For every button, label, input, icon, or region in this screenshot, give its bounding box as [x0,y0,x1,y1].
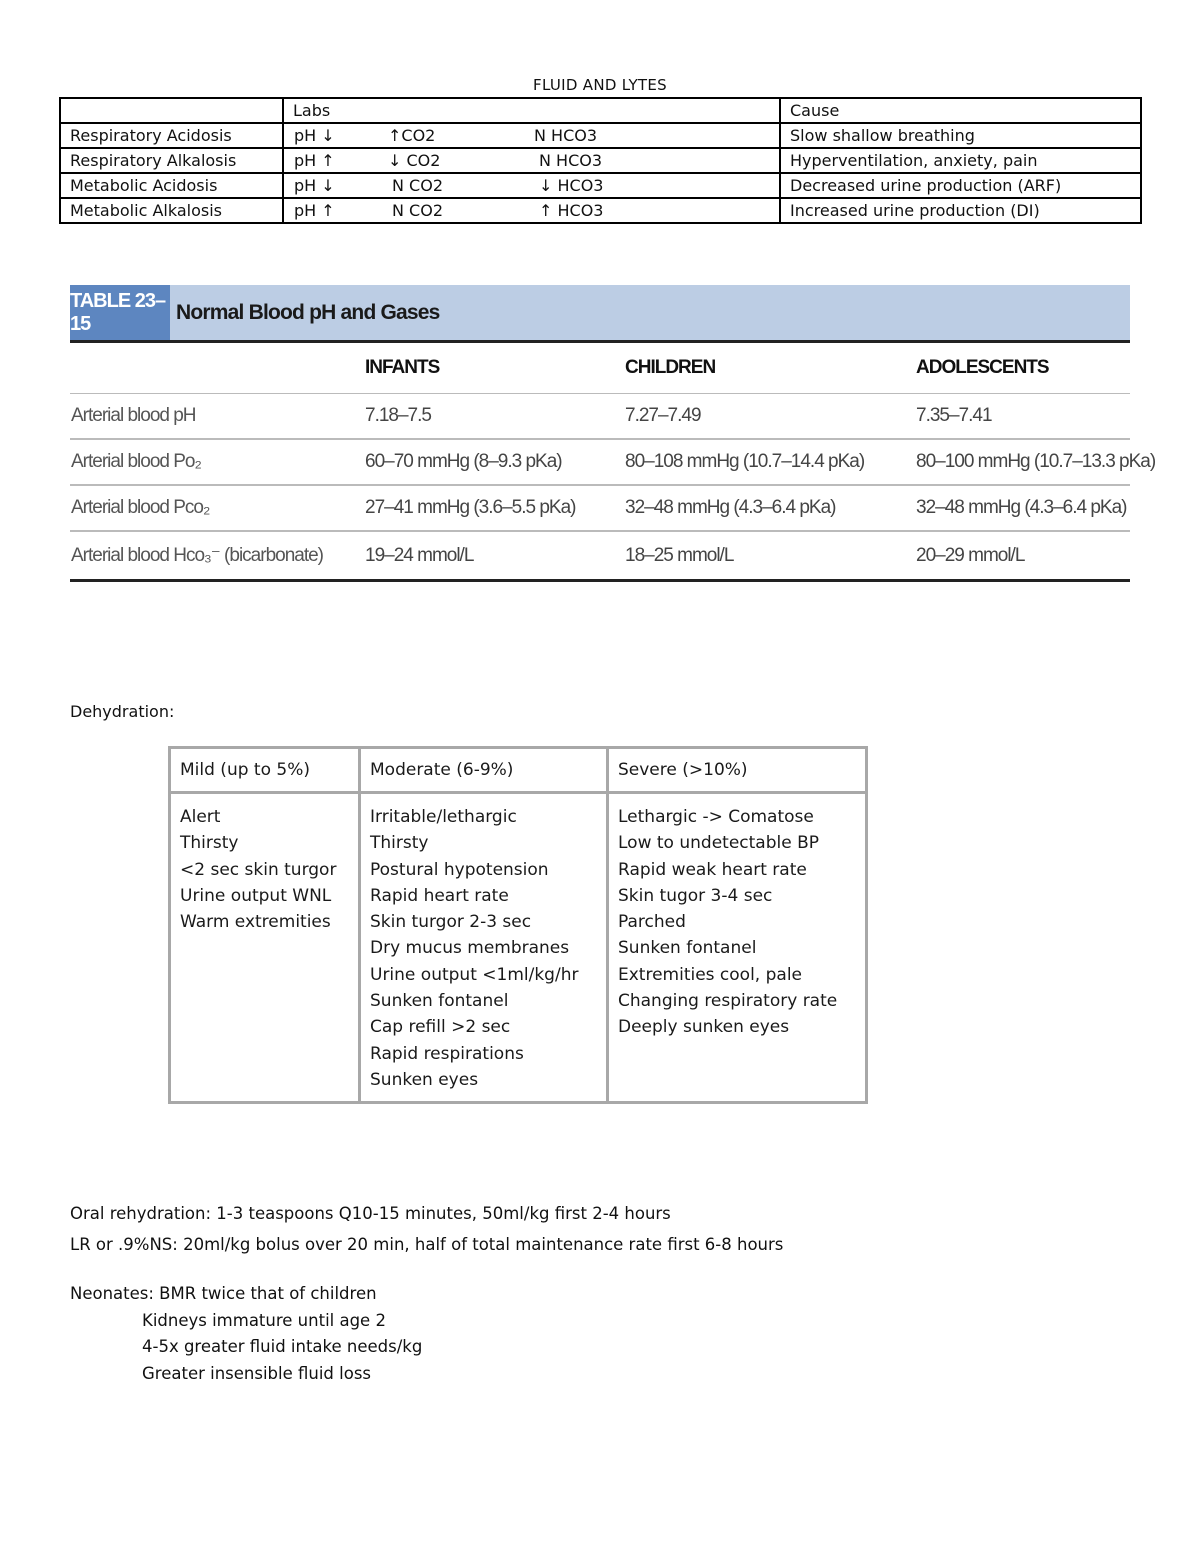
table-row [70,394,1130,440]
table-row [70,439,1130,485]
table-number: TABLE 23–15 [70,285,170,340]
list-item: Skin turgor 2-3 sec [370,912,532,933]
figure-title-band [70,285,1130,343]
list-item: Cap refill >2 sec [370,1017,511,1038]
neonates-item: Kidneys immature until age 2 [142,1311,386,1330]
blood-gases-figure [70,285,1156,582]
lab-hco3: ↓ HCO3 [539,176,604,195]
table-row [60,198,1141,223]
list-item: Extremities cool, pale [618,964,803,985]
condition-name: Metabolic Acidosis [60,173,283,198]
lab-co2: ↑CO2 [388,126,436,145]
table-title: Normal Blood pH and Gases [176,300,440,324]
row-label: Arterial blood pH [70,394,364,440]
column-header-children: CHILDREN [624,343,915,394]
children-value: 80–108 mmHg (10.7–14.4 pKa) [624,439,915,485]
children-value: 32–48 mmHg (4.3–6.4 pKa) [624,485,915,531]
list-item: Parched [618,912,686,933]
table-header-row [170,748,867,793]
labs-cell [283,148,780,173]
row-label: Arterial blood Pco₂ [70,485,364,531]
adolescents-value: 20–29 mmol/L [915,531,1130,581]
list-item: Sunken fontanel [370,991,509,1012]
list-item: Low to undetectable BP [618,833,819,854]
lab-hco3: N HCO3 [539,151,603,170]
list-item: Lethargic -> Comatose [618,807,814,827]
condition-name: Metabolic Alkalosis [60,198,283,223]
severe-signs [608,793,867,1103]
column-header-infants: INFANTS [364,343,624,394]
table-header-row [60,98,1141,123]
table-row [170,793,867,1103]
table-row [60,148,1141,173]
list-item: Warm extremities [180,912,331,933]
header-mild: Mild (up to 5%) [170,748,360,793]
list-item: Urine output <1ml/kg/hr [370,964,579,985]
condition-name: Respiratory Alkalosis [60,148,283,173]
mild-signs [170,793,360,1103]
adolescents-value: 7.35–7.41 [915,394,1130,440]
list-item: <2 sec skin turgor [180,859,337,880]
dehydration-table [168,746,868,1104]
list-item: Thirsty [180,833,239,854]
column-header-adolescents: ADOLESCENTS [915,343,1130,394]
adolescents-value: 80–100 mmHg (10.7–13.3 pKa) [915,439,1130,485]
lab-ph: pH ↑ [294,201,335,220]
list-item: Dry mucus membranes [370,938,570,959]
labs-cell [283,123,780,148]
list-item: Sunken fontanel [618,938,757,959]
row-label: Arterial blood Hco₃⁻ (bicarbonate) [70,531,364,581]
column-header [70,343,364,394]
lab-co2: N CO2 [392,201,443,220]
infants-value: 7.18–7.5 [364,394,624,440]
list-item: Skin tugor 3-4 sec [618,885,773,906]
table-row [70,485,1130,531]
list-item: Deeply sunken eyes [618,1017,790,1038]
cause-cell: Hyperventilation, anxiety, pain [780,148,1141,173]
list-item: Irritable/lethargic [370,807,517,827]
neonates-item: 4-5x greater fluid intake needs/kg [142,1337,423,1356]
list-item: Thirsty [370,833,429,854]
header-moderate: Moderate (6-9%) [360,748,608,793]
list-item: Sunken eyes [370,1069,479,1090]
table-row [60,123,1141,148]
infants-value: 27–41 mmHg (3.6–5.5 pKa) [364,485,624,531]
lab-co2: ↓ CO2 [388,151,441,170]
labs-cell [283,198,780,223]
header-severe: Severe (>10%) [608,748,867,793]
lab-co2: N CO2 [392,176,443,195]
lab-hco3: ↑ HCO3 [539,201,604,220]
adolescents-value: 32–48 mmHg (4.3–6.4 pKa) [915,485,1130,531]
labs-cell [283,173,780,198]
list-item: Rapid respirations [370,1043,524,1064]
list-item: Alert [180,807,221,827]
lab-hco3: N HCO3 [534,126,598,145]
children-value: 18–25 mmol/L [624,531,915,581]
list-item: Postural hypotension [370,859,549,880]
list-item: Urine output WNL [180,885,332,906]
lab-ph: pH ↓ [294,176,335,195]
children-value: 7.27–7.49 [624,394,915,440]
acid-base-table [59,97,1142,224]
header-labs: Labs [283,98,780,123]
iv-fluids-note: LR or .9%NS: 20ml/kg bolus over 20 min, half of total maintenance rate first 6-8 hours [70,1235,784,1254]
neonates-item: Greater insensible fluid loss [142,1364,372,1383]
infants-value: 60–70 mmHg (8–9.3 pKa) [364,439,624,485]
infants-value: 19–24 mmol/L [364,531,624,581]
cause-cell: Slow shallow breathing [780,123,1141,148]
condition-name: Respiratory Acidosis [60,123,283,148]
header-blank-cell [60,98,283,123]
list-item: Changing respiratory rate [618,991,838,1012]
document-title: FLUID AND LYTES [533,76,667,94]
header-cause: Cause [780,98,1141,123]
table-row [70,531,1130,581]
row-label: Arterial blood Po₂ [70,439,364,485]
cause-cell: Increased urine production (DI) [780,198,1141,223]
lab-ph: pH ↓ [294,126,335,145]
cause-cell: Decreased urine production (ARF) [780,173,1141,198]
list-item: Rapid heart rate [370,885,509,906]
table-row [60,173,1141,198]
neonates-note: Neonates: BMR twice that of children [70,1284,377,1303]
lab-ph: pH ↑ [294,151,335,170]
list-item: Rapid weak heart rate [618,859,807,880]
table-header-row [70,343,1130,394]
blood-gases-table [70,343,1156,582]
oral-rehydration-note: Oral rehydration: 1-3 teaspoons Q10-15 minutes, 50ml/kg first 2-4 hours [70,1204,671,1223]
moderate-signs [360,793,608,1103]
dehydration-heading: Dehydration: [70,702,175,721]
